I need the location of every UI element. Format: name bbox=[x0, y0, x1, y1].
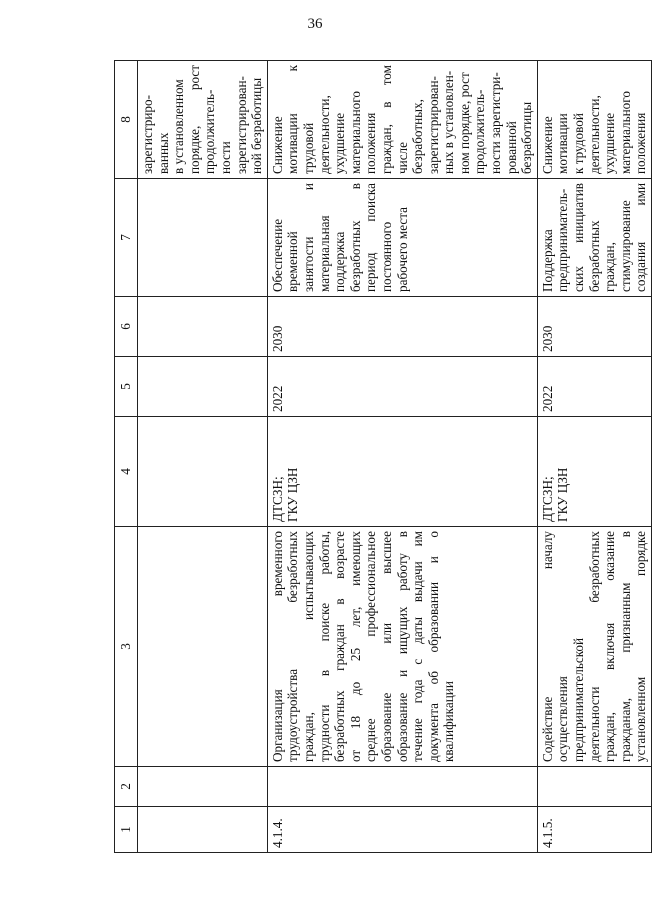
executor-line: ДТСЗН; bbox=[269, 476, 285, 522]
action-line: течение года с даты выдачи им bbox=[410, 531, 426, 762]
consequence-line: порядке, рост bbox=[186, 65, 202, 174]
page-number: 36 bbox=[307, 16, 323, 32]
consequence-line: к трудовой bbox=[571, 113, 587, 174]
action-line: предпринимательской bbox=[571, 637, 587, 762]
header-cell-6: 6 bbox=[115, 297, 138, 357]
result-line: предприниматель- bbox=[555, 188, 571, 292]
header-cell-1: 1 bbox=[115, 807, 138, 853]
start-year: 2022 bbox=[537, 357, 651, 417]
expected-result bbox=[138, 179, 268, 297]
action-line: образование или высшее bbox=[378, 531, 394, 762]
consequence-line: в установленном bbox=[171, 79, 187, 174]
consequence-line: мотивации к bbox=[285, 65, 301, 174]
table-row bbox=[537, 61, 651, 853]
action-line: трудоустройства безработных bbox=[285, 531, 301, 762]
consequence-line: мотивации bbox=[555, 113, 571, 174]
action-line: образование и ищущих работу в bbox=[394, 531, 410, 762]
executor bbox=[537, 417, 651, 527]
action-line: документа об образовании и о bbox=[425, 531, 441, 762]
consequence-line: материального bbox=[617, 91, 633, 174]
action-line: Содействие началу bbox=[539, 531, 555, 762]
rotated-table-container bbox=[114, 61, 649, 853]
action-line: безработных граждан в возрасте bbox=[332, 531, 348, 762]
action-line: граждан, включая оказание bbox=[602, 531, 618, 762]
end-year bbox=[138, 297, 268, 357]
measure-name bbox=[138, 527, 268, 767]
result-line: Обеспечение bbox=[269, 218, 285, 292]
consequence-line: продолжитель- bbox=[472, 89, 488, 174]
consequence-line: ухудшение bbox=[602, 112, 618, 174]
action-line: квалификации bbox=[441, 681, 457, 762]
result-line: Поддержка bbox=[539, 229, 555, 292]
consequence-line: зарегистрирован- bbox=[425, 76, 441, 174]
consequence-line: продолжитель- bbox=[202, 89, 218, 174]
consequence-line: граждан, в том bbox=[378, 65, 394, 174]
consequence-line: числе bbox=[394, 142, 410, 174]
result-line: ских инициатив bbox=[571, 183, 587, 292]
result-line: граждан, bbox=[602, 242, 618, 292]
header-cell-5: 5 bbox=[115, 357, 138, 417]
measures-table bbox=[114, 60, 652, 853]
expected-result bbox=[537, 179, 651, 297]
consequence-line: рованной bbox=[503, 121, 519, 174]
action-line: деятельности безработных bbox=[586, 531, 602, 762]
row-col2 bbox=[267, 767, 537, 807]
result-line: поддержка bbox=[332, 231, 348, 292]
start-year bbox=[138, 357, 268, 417]
consequences bbox=[138, 61, 268, 179]
consequences bbox=[267, 61, 537, 179]
result-line: период поиска bbox=[363, 183, 379, 292]
measure-name bbox=[267, 527, 537, 767]
action-line: от 18 до 25 лет, имеющих bbox=[347, 531, 363, 762]
measure-name bbox=[537, 527, 651, 767]
header-cell-3: 3 bbox=[115, 527, 138, 767]
row-number bbox=[138, 807, 268, 853]
header-row bbox=[115, 61, 138, 853]
executor bbox=[138, 417, 268, 527]
table-row bbox=[267, 61, 537, 853]
consequence-line: зарегистрирован- bbox=[233, 76, 249, 174]
result-line: рабочего места bbox=[394, 206, 410, 292]
executor-line: ГКУ ЦЗН bbox=[555, 467, 571, 522]
header-cell-8: 8 bbox=[115, 61, 138, 179]
consequence-line: материального bbox=[347, 91, 363, 174]
consequence-line: безработных, bbox=[410, 99, 426, 174]
executor-line: ДТСЗН; bbox=[539, 476, 555, 522]
result-line: безработных bbox=[586, 220, 602, 292]
executor bbox=[267, 417, 537, 527]
start-year: 2022 bbox=[267, 357, 537, 417]
consequence-line: трудовой bbox=[300, 122, 316, 174]
consequence-line: ванных bbox=[155, 132, 171, 174]
consequence-line: Снижение bbox=[269, 116, 285, 174]
consequence-line: безработицы bbox=[519, 101, 535, 174]
action-line: трудности в поиске работы, bbox=[316, 531, 332, 762]
header-cell-4: 4 bbox=[115, 417, 138, 527]
consequence-line: зарегистриро- bbox=[140, 95, 155, 174]
result-line: занятости и bbox=[300, 183, 316, 292]
consequence-line: ных в установлен- bbox=[441, 70, 457, 174]
end-year: 2030 bbox=[537, 297, 651, 357]
action-line: среднее профессиональное bbox=[363, 531, 379, 762]
consequence-line: Снижение bbox=[539, 116, 555, 174]
consequence-line: положения bbox=[363, 112, 379, 174]
executor-line: ГКУ ЦЗН bbox=[285, 467, 301, 522]
row-col2 bbox=[138, 767, 268, 807]
row-number: 4.1.4. bbox=[267, 807, 537, 853]
consequence-line: ности bbox=[217, 141, 233, 174]
consequences bbox=[537, 61, 651, 179]
row-number: 4.1.5. bbox=[537, 807, 651, 853]
action-line: гражданам, признанным в bbox=[617, 531, 633, 762]
end-year: 2030 bbox=[267, 297, 537, 357]
action-line: Организация временного bbox=[269, 531, 285, 762]
result-line: стимулирование bbox=[617, 200, 633, 292]
consequence-line: деятельности, bbox=[316, 95, 332, 174]
consequence-line: деятельности, bbox=[586, 95, 602, 174]
table-row bbox=[138, 61, 268, 853]
consequence-line: ности зарегистри- bbox=[488, 72, 504, 174]
result-line: временной bbox=[285, 231, 301, 292]
result-line: безработных в bbox=[347, 183, 363, 292]
result-line: материальная bbox=[316, 215, 332, 292]
consequence-line: положения bbox=[633, 112, 649, 174]
result-line: постоянного bbox=[378, 221, 394, 292]
result-line: создания ими bbox=[633, 183, 649, 292]
action-line: установленном порядке bbox=[633, 531, 649, 762]
consequence-line: ухудшение bbox=[332, 112, 348, 174]
header-cell-7: 7 bbox=[115, 179, 138, 297]
expected-result bbox=[267, 179, 537, 297]
consequence-line: ной безработицы bbox=[249, 77, 265, 174]
row-col2 bbox=[537, 767, 651, 807]
consequence-line: ном порядке, рост bbox=[456, 72, 472, 174]
action-line: осуществления bbox=[555, 676, 571, 762]
action-line: граждан, испытывающих bbox=[300, 531, 316, 762]
header-cell-2: 2 bbox=[115, 767, 138, 807]
